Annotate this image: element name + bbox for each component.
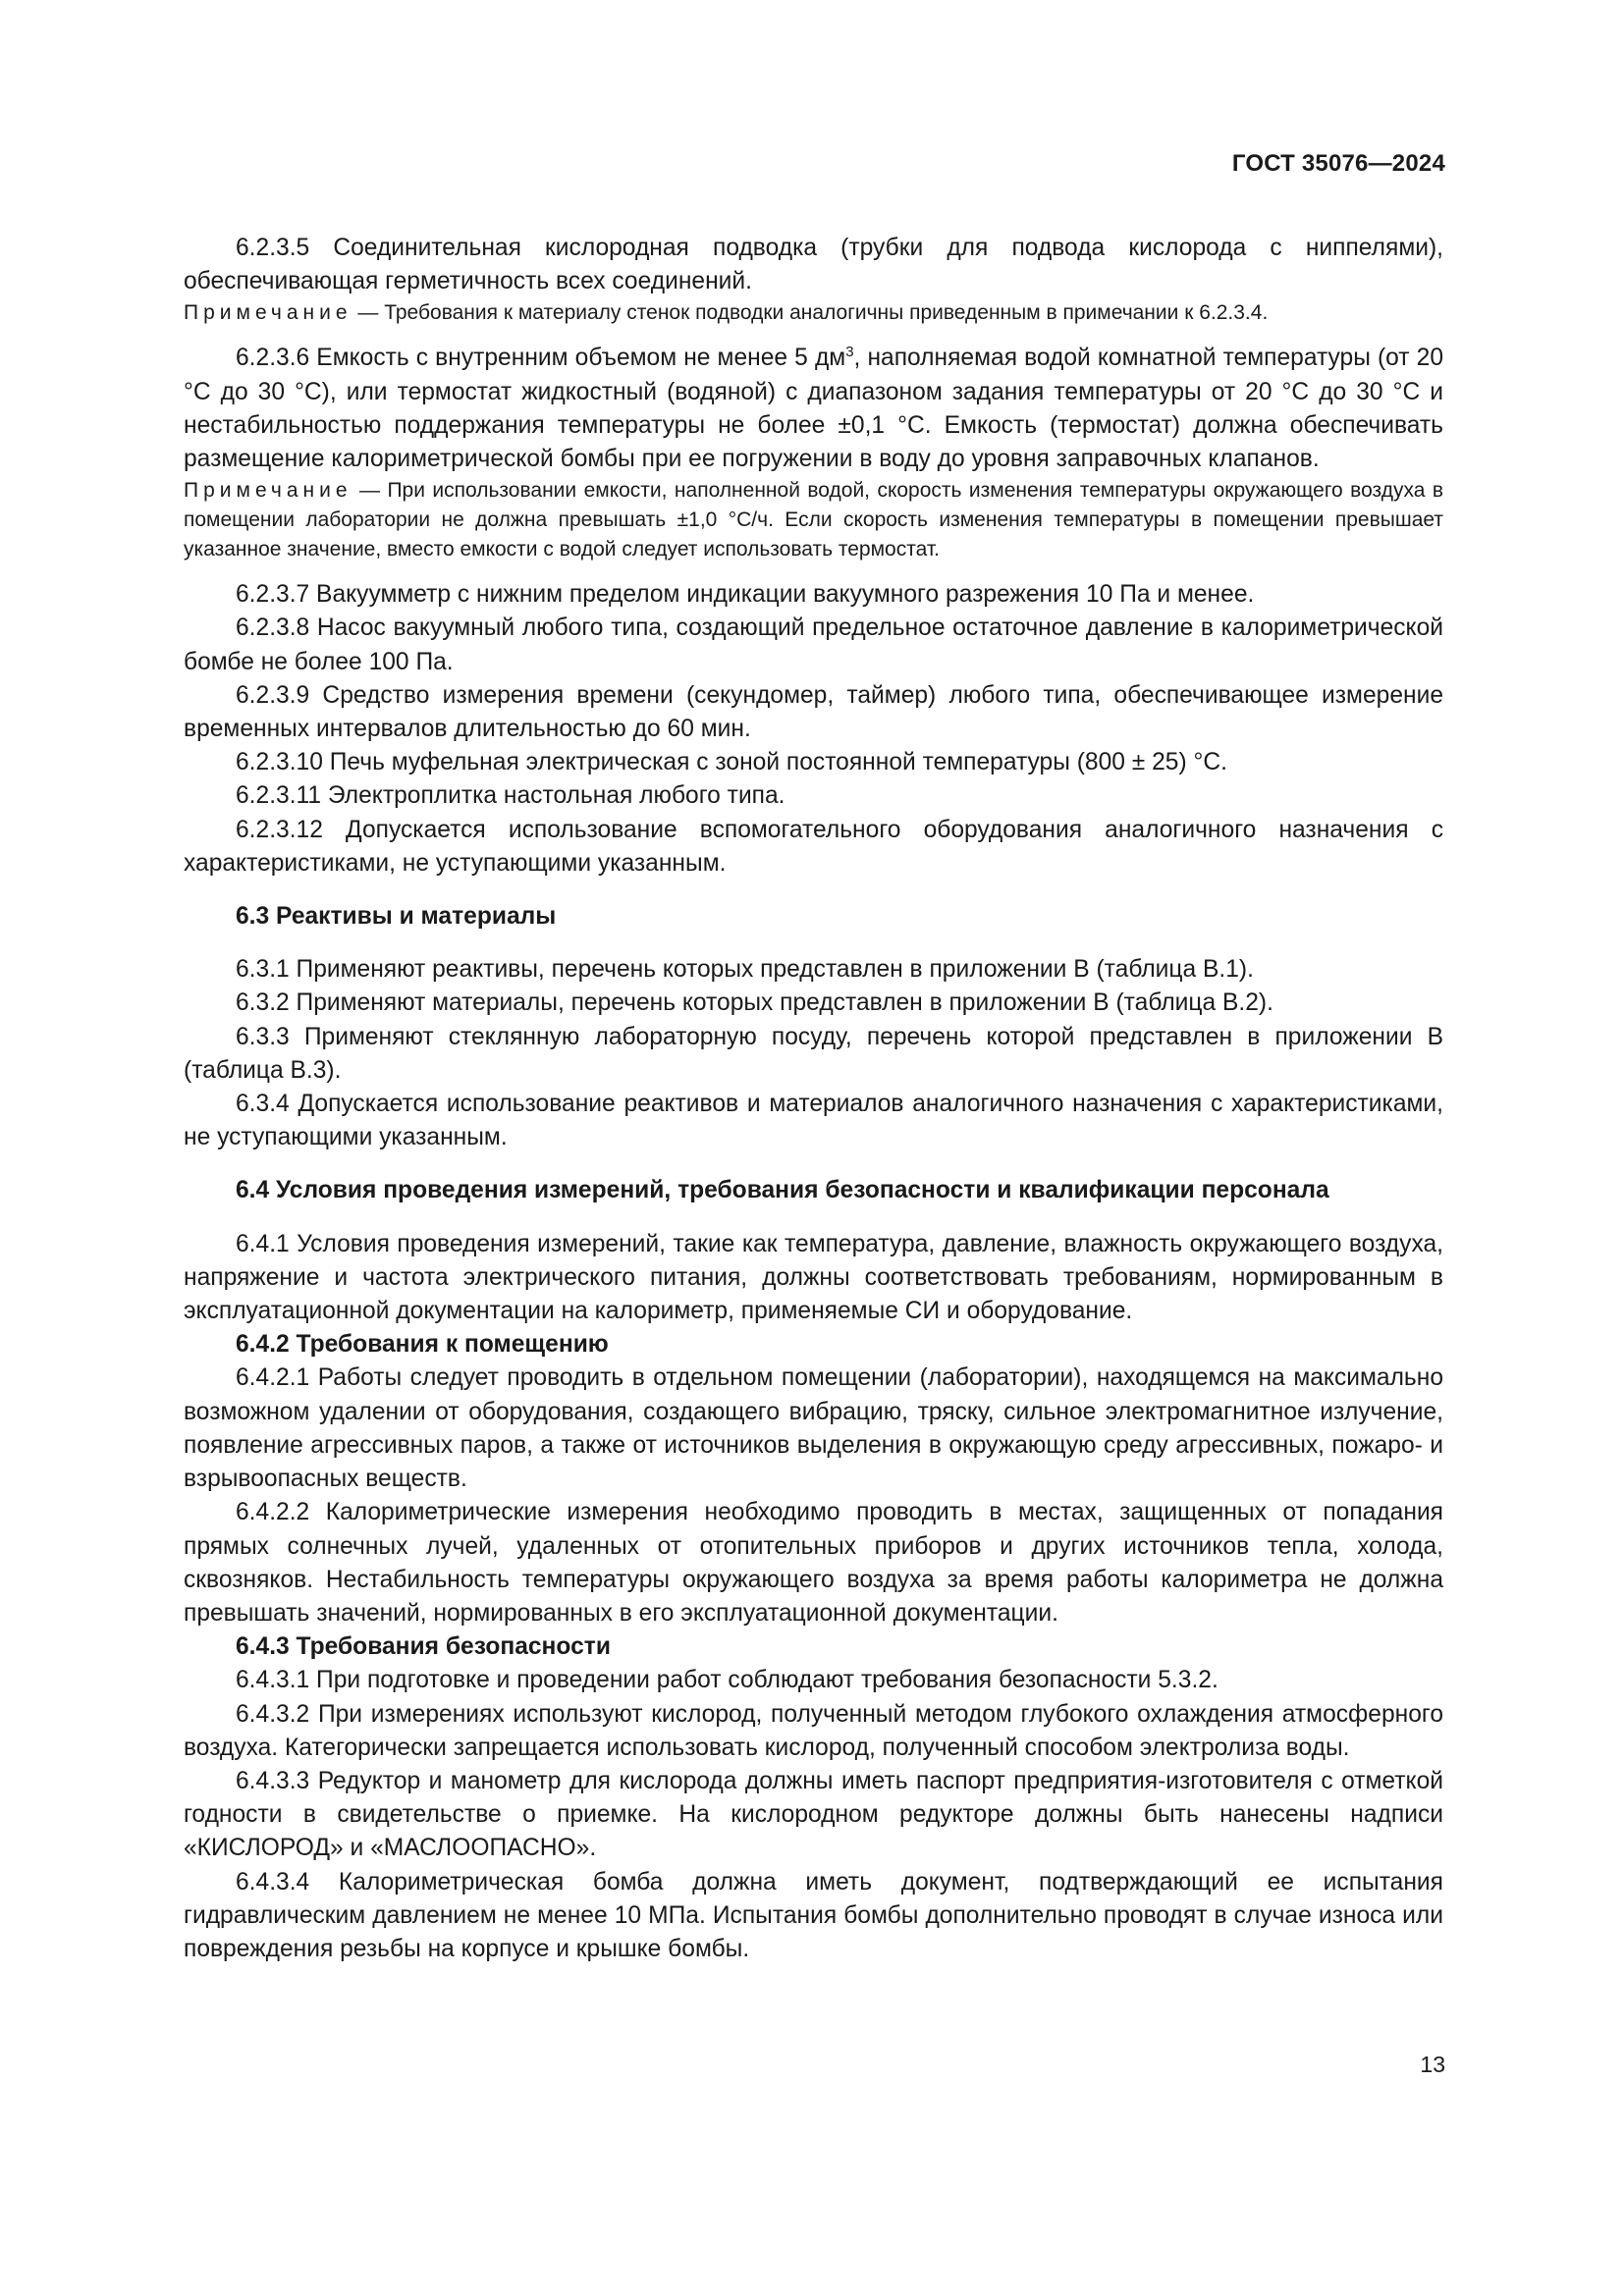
clause-6-2-3-5: 6.2.3.5 Соединительная кислородная подводка (трубки для подвода кислорода с ниппелями), обеспечивающая герметичность всех соединений. — [184, 235, 1443, 295]
subsection-heading-6-4-2: 6.4.2 Требования к помещению — [236, 1331, 609, 1359]
document-body — [184, 232, 1443, 1966]
note-text: — При использовании емкости, наполненной водой, скорость изменения температуры окружающего воздуха в помещении лаборатории не должна превышать ±1,0 °С/ч. Если скорость изменения температуры в помещении превышает указанное значение, вместо емкости с водой следует использовать термостат. — [184, 479, 1443, 561]
note-text: — Требования к материалу стенок подводки аналогичны приведенным в примечании к 6.2.3.4. — [352, 301, 1269, 325]
clause-6-2-3-11: 6.2.3.11 Электроплитка настольная любого типа. — [236, 782, 785, 810]
clause-6-4-3-2: 6.4.3.2 При измерениях используют кислород, полученный методом глубокого охлаждения атмосферного воздуха. Категорически запрещается использовать кислород, полученный способом электролиза воды. — [184, 1700, 1443, 1761]
clause-6-3-3: 6.3.3 Применяют стеклянную лабораторную посуду, перечень которой представлен в приложении В (таблица В.3). — [184, 1023, 1443, 1084]
clause-6-3-4: 6.3.4 Допускается использование реактивов и материалов аналогичного назначения с характеристиками, не уступающими указанным. — [184, 1091, 1443, 1151]
page-number: 13 — [1420, 2052, 1445, 2077]
clause-6-4-3-3: 6.4.3.3 Редуктор и манометр для кислорода должны иметь паспорт предприятия-изготовителя с отметкой годности в свидетельстве о приемке. На кислородном редукторе должны быть нанесены надписи «КИСЛОРОД» и «МАСЛООПАСНО». — [184, 1767, 1443, 1862]
clause-6-2-3-6-text-a: 6.2.3.6 Емкость с внутренним объемом не менее 5 дм — [236, 345, 846, 372]
superscript-exponent: 3 — [845, 344, 854, 361]
clause-6-2-3-7: 6.2.3.7 Вакуумметр с нижним пределом индикации вакуумного разрежения 10 Па и менее. — [236, 581, 1255, 609]
section-heading-6-3: 6.3 Реактивы и материалы — [236, 903, 557, 931]
clause-6-2-3-12: 6.2.3.12 Допускается использование вспомогательного оборудования аналогичного назначения с характеристиками, не уступающими указанным. — [184, 816, 1443, 877]
clause-6-4-1: 6.4.1 Условия проведения измерений, такие как температура, давление, влажность окружающего воздуха, напряжение и частота электрического питания, должны соответствовать требованиям, нормированным в эксплуатационной документации на калориметр, применяемые СИ и оборудование. — [184, 1230, 1443, 1325]
note-6-2-3-6 — [184, 476, 1443, 564]
clause-6-4-2-2: 6.4.2.2 Калориметрические измерения необходимо проводить в местах, защищенных от попадания прямых солнечных лучей, удаленных от отопительных приборов и других источников тепла, холода, сквозняков. Нестабильность температуры окружающего воздуха за время работы калориметра не должна превышать значений, нормированных в его эксплуатационной документации. — [184, 1499, 1443, 1627]
clause-6-2-3-6-text-b: , наполняемая водой комнатной температуры (от 20 °С до 30 °С), или термостат жидкостный (водяной) с диапазоном задания температуры от 20 °С до 30 °С и нестабильностью поддержания температуры не более ±0,1 °С. Емкость (термостат) должна обеспечивать размещение калориметрической бомбы при ее погружении в воду до уровня заправочных клапанов. — [184, 345, 1443, 473]
clause-6-2-3-9: 6.2.3.9 Средство измерения времени (секундомер, таймер) любого типа, обеспечивающее измерение временных интервалов длительностью до 60 мин. — [184, 681, 1443, 743]
clause-6-3-1: 6.3.1 Применяют реактивы, перечень которых представлен в приложении В (таблица В.1). — [236, 956, 1254, 984]
clause-6-4-3-4: 6.4.3.4 Калориметрическая бомба должна иметь документ, подтверждающий ее испытания гидравлическим давлением не менее 10 МПа. Испытания бомбы дополнительно проводят в случае износа или повреждения резьбы на корпусе и крышке бомбы. — [184, 1868, 1443, 1962]
section-heading-6-4: 6.4 Условия проведения измерений, требования безопасности и квалификации персонала — [236, 1177, 1329, 1204]
clause-6-2-3-10: 6.2.3.10 Печь муфельная электрическая с зоной постоянной температуры (800 ± 25) °С. — [236, 749, 1227, 776]
subsection-heading-6-4-3: 6.4.3 Требования безопасности — [236, 1633, 611, 1661]
standard-header: ГОСТ 35076—2024 — [1231, 150, 1445, 177]
note-label: Примечание — [184, 479, 352, 503]
note-label: Примечание — [184, 301, 352, 325]
clause-6-2-3-6 — [184, 342, 1443, 476]
clause-6-4-3-1: 6.4.3.1 При подготовке и проведении работ соблюдают требования безопасности 5.3.2. — [236, 1667, 1218, 1694]
note-6-2-3-5 — [184, 298, 1443, 328]
clause-6-2-3-8: 6.2.3.8 Насос вакуумный любого типа, создающий предельное остаточное давление в калориметрической бомбе не более 100 Па. — [184, 614, 1443, 675]
clause-6-4-2-1: 6.4.2.1 Работы следует проводить в отдельном помещении (лаборатории), находящемся на максимально возможном удалении от оборудования, создающего вибрацию, тряску, сильное электромагнитное излучение, появление агрессивных паров, а также от источников выделения в окружающую среду агрессивных, пожаро- и взрывоопасных веществ. — [184, 1364, 1443, 1493]
clause-6-3-2: 6.3.2 Применяют материалы, перечень которых представлен в приложении В (таблица В.2). — [236, 989, 1273, 1017]
